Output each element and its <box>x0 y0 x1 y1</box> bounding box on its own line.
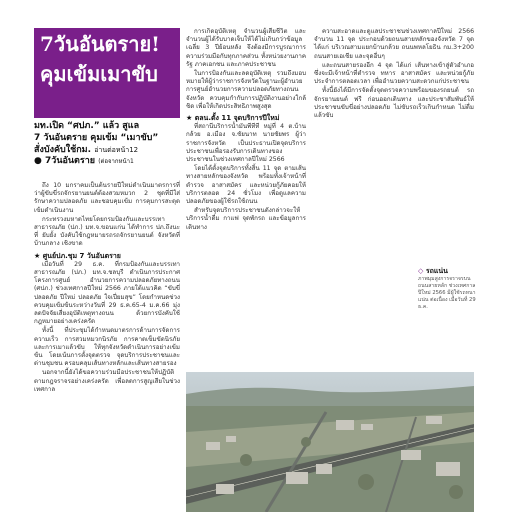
col2-para: ที่สถานีบริการน้ำมันพีทีที หมู่ที่ 4 ต.บ้านกล้วย อ.เมือง จ.ชัยนาท นายชัยพร ผู้ว่าราชการจังหวัด เป็นประธานเปิดจุดบริการประชาชนเพื่อรองรับการเดินทางของประชาชนในช่วงเทศกาลปีใหม่ 2566 <box>186 123 306 164</box>
col1-para: ถึง 10 มกราคมเป็นต้นรายปีใหม่ดำเนินมาตรการที่ว่าผู้ขับขี่รถจักรยานยนต์ต้องสวมหมวก 2 ชุดที่มีใส่รักษาความปลอดภัย และชอบคุมเข้ม การคุมการสะดุดเข้มดำเนินงาน <box>34 182 180 214</box>
col1-subhead: ★ ศูนย์ปภ.ชุม 7 วันอันตราย <box>34 251 121 260</box>
col3-para: และถนนสายรองอีก 4 จุด ได้แก่ เส้นทางเข้าสู่ตัวอำเภอ ซึ่งจะมีเจ้าหน้าที่ตำรวจ ทหาร อาสาสมัคร และหน่วยกู้ภัย ประจำการตลอดเวลา เพื่ออำนวยความสะดวกแก่ประชาชน <box>314 61 474 86</box>
section-heading <box>34 153 180 167</box>
col3-para: ความสะอาดและดูแลประชาชนช่วงเทศกาลปีใหม่ 2566 จำนวน 11 จุด ประกอบด้วยถนนสายหลักของจังหวัด 7 จุด ได้แก่ บริเวณสามแยกบ้านกล้วย ถนนพหลโยธิน กม.3+200 ถนนสายเอเชีย และจุดอื่นๆ <box>314 28 474 60</box>
column-1 <box>34 182 180 395</box>
caption-title <box>418 268 476 275</box>
col1-para: เมื่อวันที่ 29 ธ.ค. ที่กรมป้องกันและบรรเทาสาธารณภัย (ปภ.) มท.จ.ชลบุรี ดำเนินการประกาศโครงการศูนย์ อำนวยการความปลอดภัยทางถนน (ศปภ.) ช่วงเทศกาลปีใหม่ 2566 ภายใต้แนวคิด “ขับขี่ปลอดภัย ปีใหม่ ปลอดภัย ใจเปี่ยมสุข” โดยกำหนดช่วงควบคุมเข้มข้นระหว่างวันที่ 29 ธ.ค.65-4 ม.ค.66 มุ่งลดปัจจัยเสี่ยงอุบัติเหตุทางถนน ด้วยการบังคับใช้กฎหมายอย่างเคร่งครัด <box>34 260 180 326</box>
section-cont: (ต่อจากหน้า1 <box>98 158 134 165</box>
caption-text: ภาพมุมสูงการจราจรบนถนนสายหลัก ช่วงเทศกาลปีใหม่ 2566 มีผู้ใช้รถหนาแน่น ต่อเนื่อง เมื่อวันที่ 29 ธ.ค. <box>418 276 476 310</box>
deck-ref: อ่านต่อหน้า12 <box>94 146 139 154</box>
column-3 <box>314 28 474 121</box>
section-title: 7วันอันตราย <box>45 156 96 166</box>
headline-line1: 7วันอันตราย! <box>40 32 160 56</box>
col2-para: การเกิดอุบัติเหตุ จำนวนผู้เสียชีวิต และจำนวนผู้ได้รับบาดเจ็บให้ได้ไม่เกินกว่าข้อมูลเฉลี่ย 3 ปีย้อนหลัง จึงต้องมีการบูรณาการความร่วมมือกับทุกภาคส่วน ทั้งหน่วยงานภาครัฐ ภาคเอกชน และภาคประชาชน <box>186 28 306 68</box>
col1-para: กระทรวงมหาดไทยโดยกรมป้องกันและบรรเทาสาธารณภัย (ปภ.) มท.จ.ขอนแก่น ได้ทำการ ปภ.ถึงนะที่ ยับยั้ง บังคับใช้กฎหมายรถรถจักรยานยนต์ จังหวัดที่บ้านกลาง เชิงขาด <box>34 215 180 248</box>
col3-para: ทั้งนี้ยังได้มีการจัดตั้งจุดตรวจความพร้อมของรถยนต์ รถจักรยานยนต์ ฟรี ก่อนออกเดินทาง และประชาสัมพันธ์ให้ประชาชนขับขี่อย่างปลอดภัย ไม่ขับรถเร็วเกินกำหนด ไม่ดื่มแล้วขับ <box>314 87 474 120</box>
col2-para: สำหรับจุดบริการประชาชนดังกล่าวจะให้บริการน้ำดื่ม กาแฟ จุดพักรถ และข้อมูลการเดินทาง <box>186 207 306 231</box>
deck-line3-text: สั่งบังคับใช้กม. <box>34 145 92 155</box>
bullet-icon: ● <box>34 156 42 166</box>
deck-line2: 7 วันอันตราย คุมเข้ม “เมาขับ” <box>34 133 159 143</box>
col2-subhead: ★ ตลน.ตั้ง 11 จุดบริการปีใหม่ <box>186 114 280 123</box>
col1-para: นอกจากนี้ยังได้ขอความร่วมมือประชาชนให้ปฏิบัติตามกฎจราจรอย่างเคร่งครัด เพื่อลดการสูญเสียในช่วงเทศกาล <box>34 369 180 393</box>
diamond-icon: ◇ <box>418 267 424 275</box>
headline-box <box>34 28 180 118</box>
caption-title-text: รถแน่น <box>425 267 448 275</box>
aerial-photo-svg <box>186 372 474 512</box>
aerial-city-photo <box>186 372 474 512</box>
headline-line2: คุมเข้มเมาขับ <box>40 62 158 86</box>
col2-para: โดยได้ตั้งจุดบริการทั้งสิ้น 11 จุด ตามเส้นทางสายหลักของจังหวัด พร้อมทั้งเจ้าหน้าที่ตำรวจ อาสาสมัคร และหน่วยกู้ภัยคอยให้บริการตลอด 24 ชั่วโมง เพื่อดูแลความปลอดภัยของผู้ใช้รถใช้ถนน <box>186 165 306 206</box>
col2-para: ในการป้องกันและลดอุบัติเหตุ รวมถึงมอบหมายให้ผู้ว่าราชการจังหวัดในฐานะผู้อำนวยการศูนย์อำนวยการความปลอดภัยทางถนนจังหวัด ควบคุมกำกับการปฏิบัติงานอย่างใกล้ชิด เพื่อให้เกิดประสิทธิภาพสูงสุด <box>186 70 306 110</box>
col1-para: ทั้งนี้ ที่ประชุมได้กำหนดมาตรการด้านการจัดการความเร็ว การสวมหมวกนิรภัย การคาดเข็มขัดนิรภัย และการเมาแล้วขับ ให้ทุกจังหวัดดำเนินการอย่างเข้มข้น โดยเน้นการตั้งจุดตรวจ จุดบริการประชาชนและด่านชุมชน ครอบคลุมเส้นทางหลักและเส้นทางสายรอง <box>34 327 180 368</box>
photo-caption-box <box>418 268 476 352</box>
deck-line1: มท.เปิด “ศปภ.” แล้ว สูแล <box>34 121 140 131</box>
column-2 <box>186 28 306 233</box>
